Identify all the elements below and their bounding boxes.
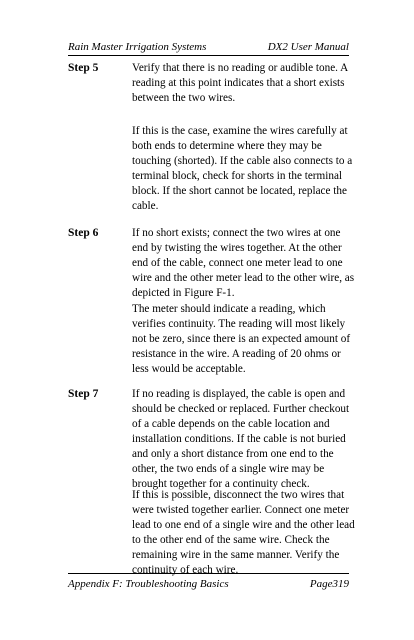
step-6-paragraph-2: The meter should indicate a reading, which verifies continuity. The reading will most likely not be zero, since there is an expected amount of resistance in the wire. A reading of 20 ohms or less would be acceptable.: [132, 303, 351, 375]
step-5-label: Step 5: [68, 62, 99, 74]
step-7-paragraph-2: If this is possible, disconnect the two wires that were twisted together earlier. Connect one meter lead to one end of a single wire and the other lead to the other end of the same wire. Check the remaining wire in the same manner. Verify the continuity of each wire.: [132, 489, 355, 576]
footer-rule: [68, 573, 349, 574]
footer-section-title: Appendix F: Troubleshooting Basics: [68, 578, 229, 590]
step-6-paragraph-1: If no short exists; connect the two wires at one end by twisting the wires together. At the other end of the cable, connect one meter lead to one wire and the other meter lead to the other wire, as depicted in Figure F-1.: [132, 227, 355, 299]
footer-page-number: Page319: [309, 578, 349, 590]
header-manufacturer: Rain Master Irrigation Systems: [68, 41, 207, 53]
step-7-paragraph-1: If no reading is displayed, the cable is open and should be checked or replaced. Further checkout of a cable depends on the cable location and installation conditions. If the cable is not buried and only a short distance from one end to the other, the two ends of a single wire may be brought together for a continuity check.: [132, 388, 350, 490]
header-rule: [68, 55, 349, 56]
step-5-paragraph-2: If this is the case, examine the wires carefully at both ends to determine where they may be touching (shorted). If the cable also connects to a terminal block, check for shorts in the terminal block. If the short cannot be located, replace the cable.: [132, 125, 353, 212]
page-header: [68, 41, 349, 54]
step-7-label: Step 7: [68, 388, 99, 400]
step-5-paragraph-1: Verify that there is no reading or audible tone. A reading at this point indicates that a short exists between the two wires.: [132, 62, 348, 104]
step-6-label: Step 6: [68, 227, 99, 239]
header-manual-title: DX2 User Manual: [267, 41, 349, 53]
page-footer: [68, 578, 349, 591]
